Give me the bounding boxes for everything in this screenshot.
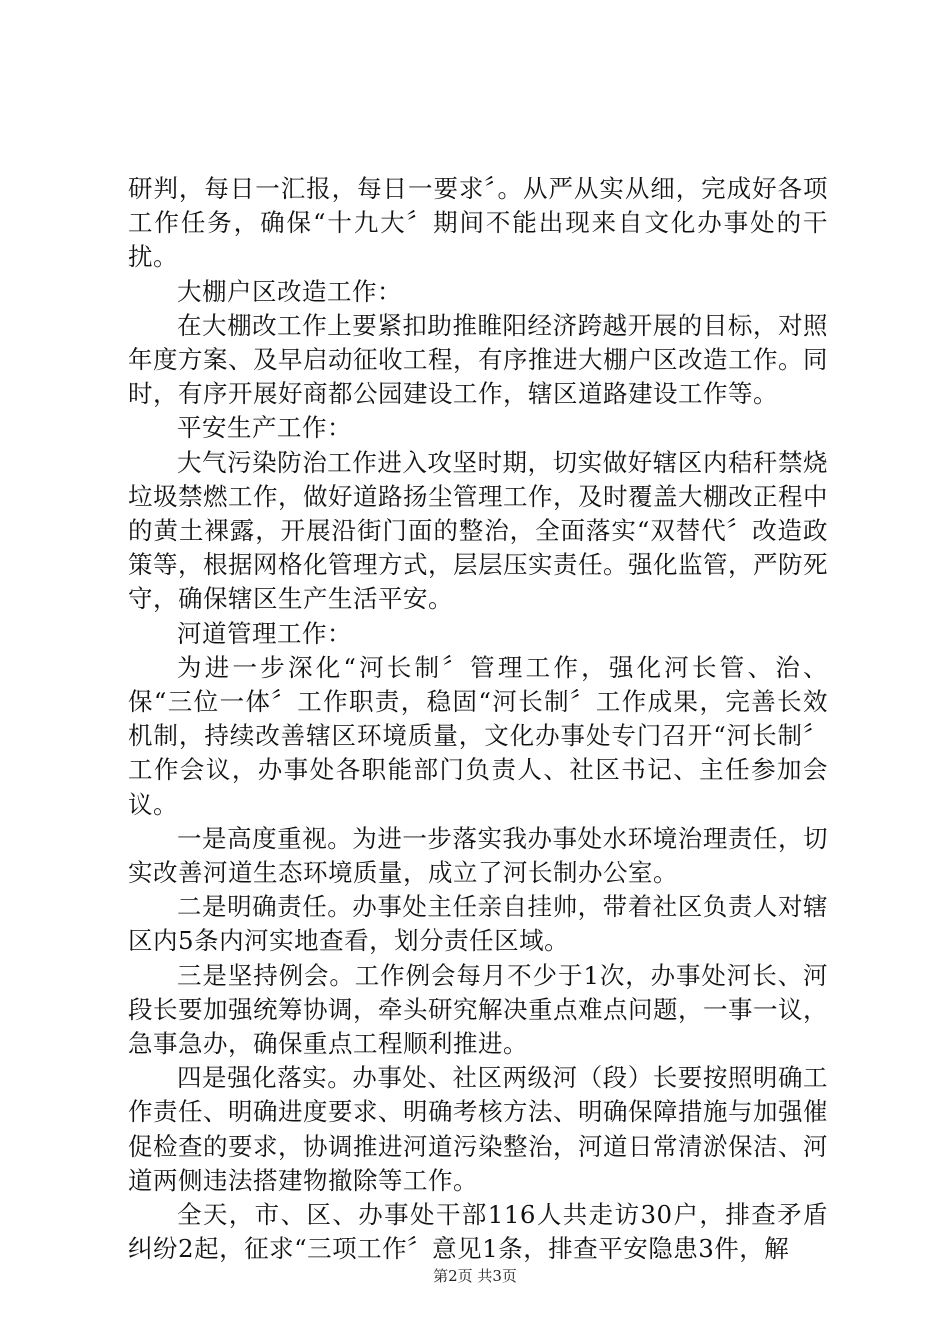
paragraph: 全天，市、区、办事处干部116人共走访30户，排查矛盾纠纷2起，征求“三项工作〞意见1条，排查平安隐患3件，解: [128, 1200, 828, 1264]
paragraph: 二是明确责任。办事处主任亲自挂帅，带着社区负责人对辖区内5条内河实地查看，划分责任区域。: [128, 892, 828, 956]
paragraph: 四是强化落实。办事处、社区两级河（段）长要按照明确工作责任、明确进度要求、明确考核方法、明确保障措施与加强催促检查的要求，协调推进河道污染整治，河道日常清淤保洁、河道两侧违法搭建物撤除等工作。: [128, 1063, 828, 1195]
section-heading-shantytown: 大棚户区改造工作：: [177, 276, 402, 306]
paragraph: 大气污染防治工作进入攻坚时期，切实做好辖区内秸秆禁烧垃圾禁燃工作，做好道路扬尘管理工作，及时覆盖大棚改正程中的黄土裸露，开展沿街门面的整治，全面落实“双替代〞改造政策等，根据网格化管理方式，层层压实责任。强化监管，严防死守，确保辖区生产生活平安。: [128, 447, 828, 614]
page-number-footer: 第2页 共3页: [433, 1267, 517, 1285]
document-body: [128, 172, 828, 1267]
paragraph: 一是高度重视。为进一步落实我办事处水环境治理责任，切实改善河道生态环境质量，成立了河长制办公室。: [128, 823, 828, 888]
paragraph: 在大棚改工作上要紧扣助推睢阳经济跨越开展的目标，对照年度方案、及早启动征收工程，有序推进大棚户区改造工作。同时，有序开展好商都公园建设工作，辖区道路建设工作等。: [128, 310, 828, 409]
section-heading-river: 河道管理工作：: [177, 618, 352, 648]
paragraph-continuation: 研判，每日一汇报，每日一要求〞。从严从实从细，完成好各项工作任务，确保“十九大〞期间不能出现来自文化办事处的干扰。: [128, 174, 828, 272]
paragraph: 三是坚持例会。工作例会每月不少于1次，办事处河长、河段长要加强统筹协调，牵头研究解决重点难点问题，一事一议，急事急办，确保重点工程顺利推进。: [128, 960, 828, 1059]
section-heading-safety: 平安生产工作：: [177, 413, 352, 443]
paragraph: 为进一步深化“河长制〞管理工作，强化河长管、治、保“三位一体〞工作职责，稳固“河长制〞工作成果，完善长效机制，持续改善辖区环境质量，文化办事处专门召开“河长制〞工作会议，办事处各职能部门负责人、社区书记、主任参加会议。: [128, 652, 828, 819]
